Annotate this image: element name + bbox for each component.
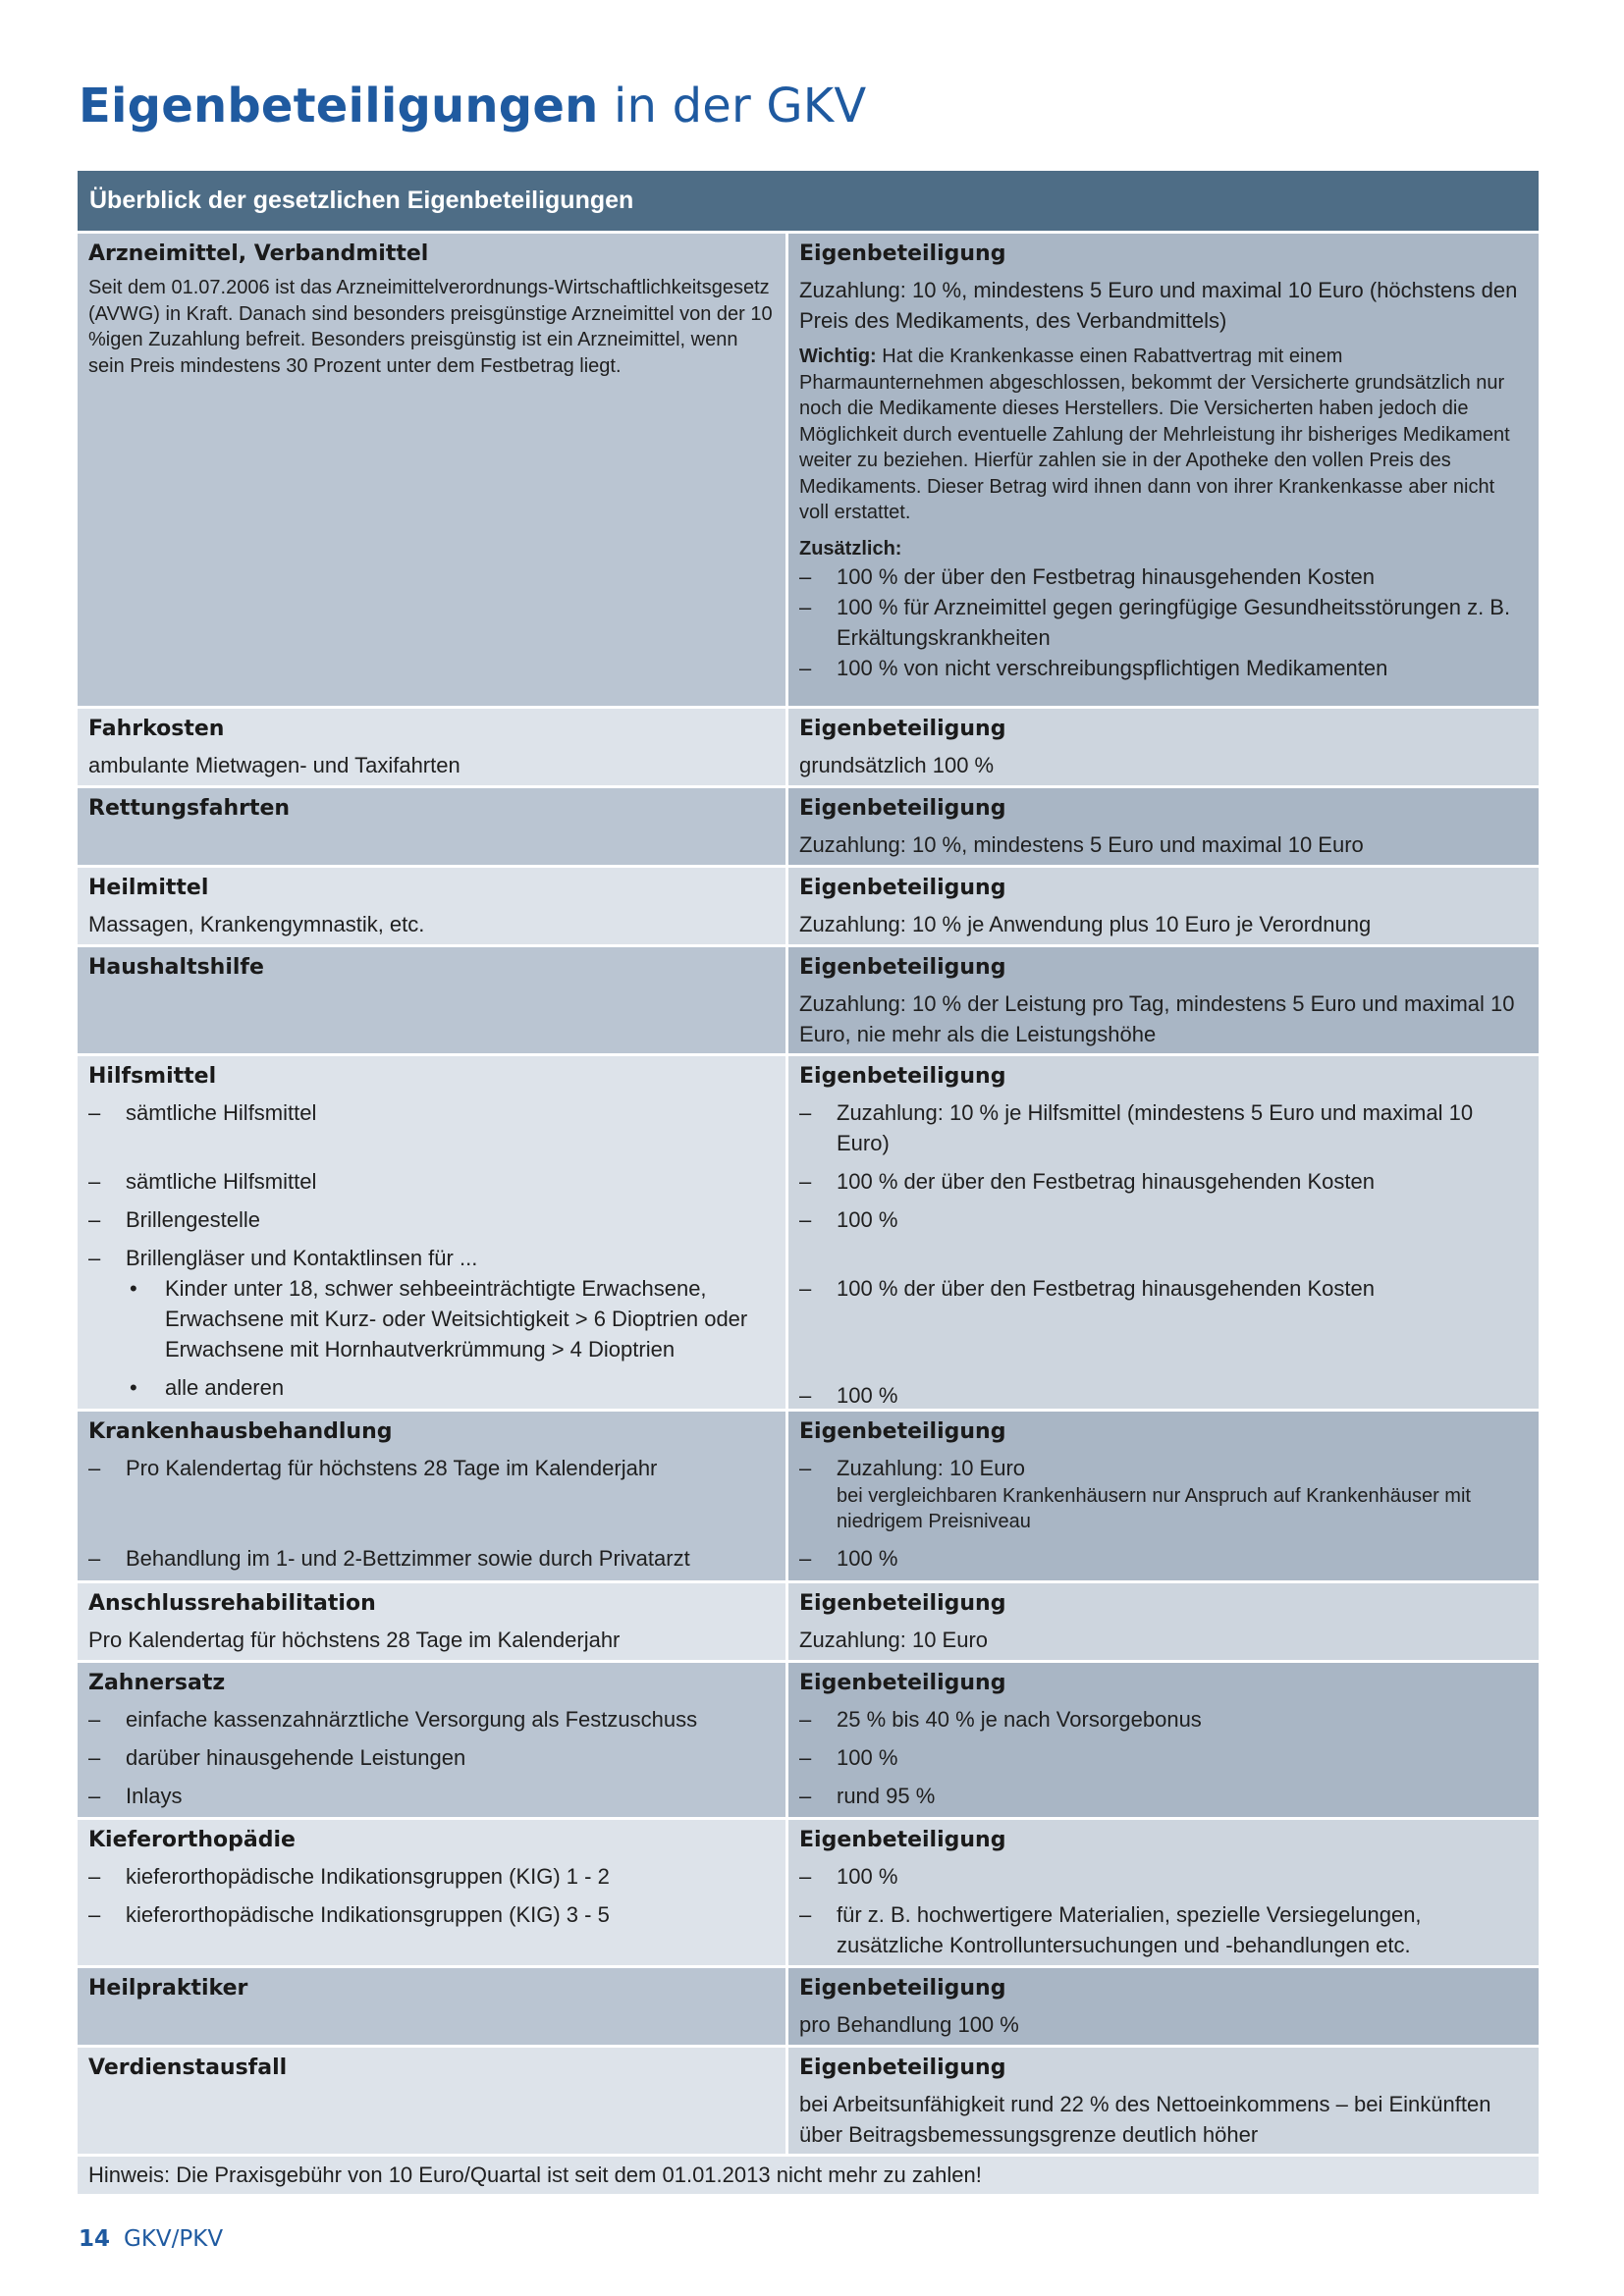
row-title: Krankenhausbehandlung	[88, 1419, 393, 1444]
list-item: – 100 % der über den Festbetrag hinausgehenden Kosten	[799, 1273, 1529, 1372]
cell-left	[78, 1412, 788, 1580]
row-title: Verdienstausfall	[88, 2056, 288, 2080]
row-zahnersatz	[78, 1660, 1539, 1817]
cell-right	[788, 788, 1539, 865]
list-item: – 100 %	[799, 1861, 1529, 1892]
list-item: – kieferorthopädische Indikationsgruppen (KIG) 3 - 5	[88, 1899, 776, 1930]
list-item: – kieferorthopädische Indikationsgruppen (KIG) 1 - 2	[88, 1861, 776, 1892]
page-title-strong: Eigenbeteiligungen	[79, 79, 599, 133]
cell-left	[78, 1056, 788, 1409]
list-item: – Zuzahlung: 10 % je Hilfsmittel (mindestens 5 Euro und maximal 10 Euro)	[799, 1097, 1529, 1158]
row-heilmittel	[78, 865, 1539, 944]
cell-text: grundsätzlich 100 %	[799, 753, 995, 777]
cell-right	[788, 947, 1539, 1053]
list-item: – Inlays	[88, 1781, 776, 1811]
list-item: – 100 % von nicht verschreibungspflichtigen Medikamenten	[799, 653, 1529, 683]
arznei-left-text: Seit dem 01.07.2006 ist das Arzneimittelverordnungs-Wirtschaftlichkeitsgesetz (AVWG) in Kraft. Danach sind besonders preisgünstige Arzneimittel von der 10 %igen Zuzahlung befreit. Besonders preisgünstig ist ein Arzneimittel, wenn sein Preis mindestens 30 Prozent unter dem Festbetrag liegt.	[88, 277, 773, 377]
cell-text: ambulante Mietwagen- und Taxifahrten	[88, 753, 460, 777]
row-title: Zahnersatz	[88, 1671, 226, 1695]
row-fahrkosten	[78, 706, 1539, 785]
list-item: – 100 % für Arzneimittel gegen geringfügige Gesundheitsstörungen z. B. Erkältungskrankheiten	[799, 592, 1529, 653]
list-item: – 100 % der über den Festbetrag hinausgehenden Kosten	[799, 561, 1529, 592]
row-anschlussrehabilitation	[78, 1580, 1539, 1660]
cell-text: Pro Kalendertag für höchstens 28 Tage im Kalenderjahr	[88, 1628, 621, 1652]
list-item: – sämtliche Hilfsmittel	[88, 1166, 776, 1197]
list-item: – einfache kassenzahnärztliche Versorgung als Festzuschuss	[88, 1704, 776, 1735]
right-heading: Eigenbeteiligung	[799, 1976, 1006, 2001]
cell-left	[78, 947, 788, 1053]
list-item: – 100 % der über den Festbetrag hinausgehenden Kosten	[799, 1166, 1529, 1197]
list-item-sub: bei vergleichbaren Krankenhäusern nur Anspruch auf Krankenhäuser mit niedrigem Preisniveau	[837, 1485, 1471, 1532]
list-item: – Brillengläser und Kontaktlinsen für ...	[88, 1243, 776, 1273]
row-title: Fahrkosten	[88, 717, 225, 741]
cell-right	[788, 868, 1539, 944]
cell-left	[78, 234, 788, 706]
row-title: Haushaltshilfe	[88, 955, 264, 980]
table-header: Überblick der gesetzlichen Eigenbeteiligungen	[78, 171, 1539, 231]
list-item: – Zuzahlung: 10 Euro	[799, 1453, 1529, 1483]
cell-right	[788, 1968, 1539, 2045]
cell-left	[78, 1820, 788, 1965]
arznei-wichtig	[799, 344, 1529, 526]
list-item: – Behandlung im 1- und 2-Bettzimmer sowie durch Privatarzt	[88, 1543, 776, 1574]
page-title	[79, 79, 866, 133]
row-title: Heilpraktiker	[88, 1976, 248, 2001]
eigenbeteiligungen-table	[78, 171, 1539, 2194]
cell-text: Massagen, Krankengymnastik, etc.	[88, 912, 425, 936]
row-hilfsmittel	[78, 1053, 1539, 1409]
list-item: – Pro Kalendertag für höchstens 28 Tage im Kalenderjahr	[88, 1453, 776, 1535]
hinweis-note: Hinweis: Die Praxisgebühr von 10 Euro/Quartal ist seit dem 01.01.2013 nicht mehr zu zahlen!	[78, 2154, 1539, 2194]
right-heading: Eigenbeteiligung	[799, 1419, 1006, 1444]
row-title: Rettungsfahrten	[88, 796, 291, 821]
right-heading: Eigenbeteiligung	[799, 717, 1006, 741]
list-item: – sämtliche Hilfsmittel	[88, 1097, 776, 1158]
list-item: – Brillengestelle	[88, 1204, 776, 1235]
list-item: – 100 %	[799, 1380, 1529, 1411]
cell-text: Zuzahlung: 10 % der Leistung pro Tag, mindestens 5 Euro und maximal 10 Euro, nie mehr als die Leistungshöhe	[799, 991, 1515, 1046]
cell-left	[78, 1663, 788, 1817]
row-rettungsfahrten	[78, 785, 1539, 865]
cell-left	[78, 788, 788, 865]
right-heading: Eigenbeteiligung	[799, 876, 1006, 900]
list-item: – 100 %	[799, 1543, 1529, 1574]
footer-text: GKV/PKV	[124, 2226, 224, 2252]
right-heading: Eigenbeteiligung	[799, 1828, 1006, 1852]
row-krankenhausbehandlung	[78, 1409, 1539, 1580]
cell-right	[788, 1412, 1539, 1580]
cell-left	[78, 2048, 788, 2154]
cell-right	[788, 1820, 1539, 1965]
list-item: – 100 %	[799, 1204, 1529, 1235]
cell-right	[788, 2048, 1539, 2154]
list-item: – darüber hinausgehende Leistungen	[88, 1742, 776, 1773]
list-item: – 100 %	[799, 1742, 1529, 1773]
cell-right	[788, 234, 1539, 706]
right-heading: Eigenbeteiligung	[799, 1064, 1006, 1089]
cell-text: Zuzahlung: 10 %, mindestens 5 Euro und maximal 10 Euro	[799, 832, 1364, 857]
wichtig-label: Wichtig:	[799, 346, 877, 367]
right-heading: Eigenbeteiligung	[799, 796, 1006, 821]
row-title: Arzneimittel, Verbandmittel	[88, 241, 429, 266]
zusaetzlich-label: Zusätzlich:	[799, 537, 902, 560]
wichtig-text: Hat die Krankenkasse einen Rabattvertrag mit einem Pharmaunternehmen abgeschlossen, bekommt der Versicherte grundsätzlich nur noch die Medikamente dieses Herstellers. Die Versicherten haben jedoch die Möglichkeit durch eventuelle Zahlung der Mehrleistung ihr bisheriges Medikament weiter zu beziehen. Hierfür zahlen sie in der Apotheke den vollen Preis des Medikaments. Dieser Betrag wird ihnen dann von ihrer Krankenkasse aber nicht voll erstattet.	[799, 346, 1510, 523]
row-title: Heilmittel	[88, 876, 209, 900]
row-title: Kieferorthopädie	[88, 1828, 296, 1852]
right-heading: Eigenbeteiligung	[799, 2056, 1006, 2080]
cell-right	[788, 1583, 1539, 1660]
right-heading: Eigenbeteiligung	[799, 1671, 1006, 1695]
row-arzneimittel	[78, 231, 1539, 706]
page-number: 14	[79, 2226, 111, 2252]
cell-text: pro Behandlung 100 %	[799, 2012, 1019, 2037]
row-heilpraktiker	[78, 1965, 1539, 2045]
cell-left	[78, 709, 788, 785]
page-title-rest: in der GKV	[598, 79, 867, 133]
cell-right	[788, 1056, 1539, 1409]
page-footer	[79, 2226, 223, 2252]
row-title: Anschlussrehabilitation	[88, 1591, 376, 1616]
cell-right	[788, 1663, 1539, 1817]
row-kieferorthopaedie	[78, 1817, 1539, 1965]
right-heading: Eigenbeteiligung	[799, 241, 1006, 266]
list-item: – rund 95 %	[799, 1781, 1529, 1811]
row-title: Hilfsmittel	[88, 1064, 217, 1089]
list-item: • alle anderen	[88, 1372, 776, 1403]
list-item: – 25 % bis 40 % je nach Vorsorgebonus	[799, 1704, 1529, 1735]
cell-text: bei Arbeitsunfähigkeit rund 22 % des Nettoeinkommens – bei Einkünften über Beitragsbemessungsgrenze deutlich höher	[799, 2092, 1491, 2147]
right-heading: Eigenbeteiligung	[799, 1591, 1006, 1616]
row-verdienstausfall	[78, 2045, 1539, 2154]
cell-text: Zuzahlung: 10 % je Anwendung plus 10 Euro je Verordnung	[799, 912, 1372, 936]
list-item: • Kinder unter 18, schwer sehbeeinträchtigte Erwachsene, Erwachsene mit Kurz- oder Weitsichtigkeit > 6 Dioptrien oder Erwachsene mit Hornhautverkrümmung > 4 Dioptrien	[88, 1273, 776, 1364]
list-item: – für z. B. hochwertigere Materialien, spezielle Versiegelungen, zusätzliche Kontrolluntersuchungen und -behandlungen etc.	[799, 1899, 1529, 1960]
cell-right	[788, 709, 1539, 785]
cell-left	[78, 1583, 788, 1660]
cell-left	[78, 1968, 788, 2045]
cell-left	[78, 868, 788, 944]
row-haushaltshilfe	[78, 944, 1539, 1053]
right-heading: Eigenbeteiligung	[799, 955, 1006, 980]
cell-text: Zuzahlung: 10 Euro	[799, 1628, 989, 1652]
arznei-right-text: Zuzahlung: 10 %, mindestens 5 Euro und maximal 10 Euro (höchstens den Preis des Medikaments, des Verbandmittels)	[799, 278, 1518, 333]
